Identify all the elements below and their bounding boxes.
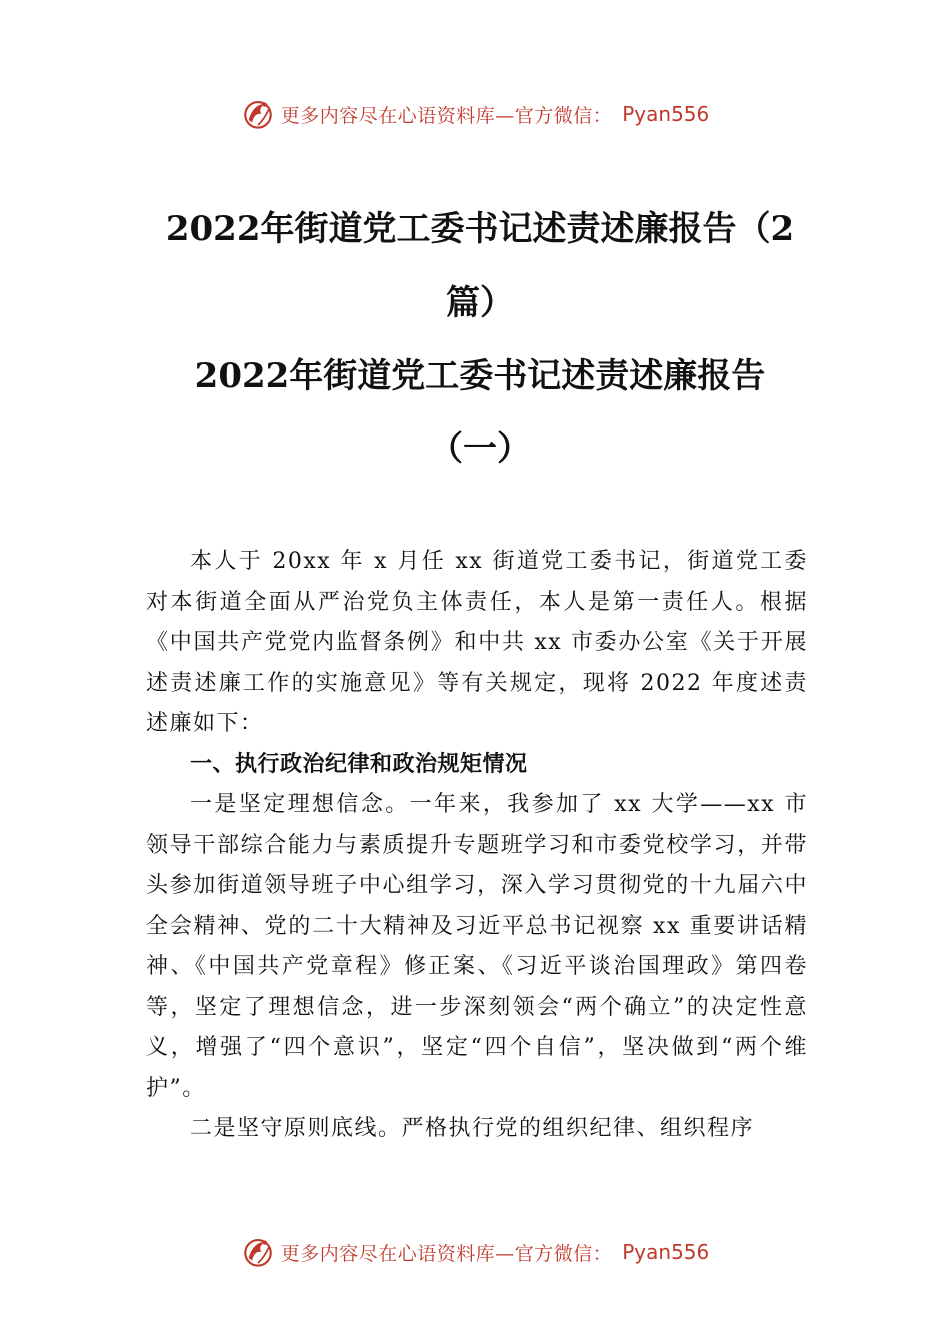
document-body bbox=[146, 542, 808, 1150]
watermark-account: Pyan556 bbox=[622, 1240, 710, 1264]
document-title-line1: 2022年街道党工委书记述责述廉报告（2 bbox=[165, 209, 795, 249]
watermark-slogan: 更多内容尽在心语资料库—官方微信： bbox=[280, 104, 613, 127]
seal-swirl-icon bbox=[241, 97, 275, 131]
body-paragraph-ideals: 一是坚定理想信念。一年来，我参加了 xx 大学——xx 市领导干部综合能力与素质提升专题班学习和市委党校学习，并带头参加街道领导班子中心组学习，深入学习贯彻党的十九届六中全会精神、党的二十大精神及习近平总书记视察 xx 重要讲话精神、《中国共产党章程》修正案、《习近平谈治国理政》第四卷等，坚定了理想信念，进一步深刻领会“两个确立”的决定性意义，增强了“四个意识”，坚定“四个自信”，坚决做到“两个维护”。 bbox=[146, 792, 808, 1101]
watermark-slogan: 更多内容尽在心语资料库—官方微信： bbox=[280, 1242, 613, 1265]
document-subtitle-line1: 2022年街道党工委书记述责述廉报告 bbox=[194, 356, 766, 396]
document-subtitle-line2: （一） bbox=[429, 429, 531, 469]
seal-swirl-icon bbox=[241, 1235, 275, 1269]
watermark-banner-top bbox=[0, 94, 950, 134]
watermark-banner-bottom bbox=[0, 1232, 950, 1272]
body-paragraph-intro: 本人于 20xx 年 x 月任 xx 街道党工委书记，街道党工委对本街道全面从严治党负主体责任，本人是第一责任人。根据《中国共产党党内监督条例》和中共 xx 市委办公室《关于开展述责述廉工作的实施意见》等有关规定，现将 2022 年度述责述廉如下： bbox=[146, 549, 808, 736]
body-paragraph-principles: 二是坚守原则底线。严格执行党的组织纪律、组织程序 bbox=[190, 1116, 755, 1141]
section-heading: 一、执行政治纪律和政治规矩情况 bbox=[190, 751, 528, 777]
document-title-line2: 篇） bbox=[446, 283, 514, 323]
watermark-account: Pyan556 bbox=[622, 102, 710, 126]
